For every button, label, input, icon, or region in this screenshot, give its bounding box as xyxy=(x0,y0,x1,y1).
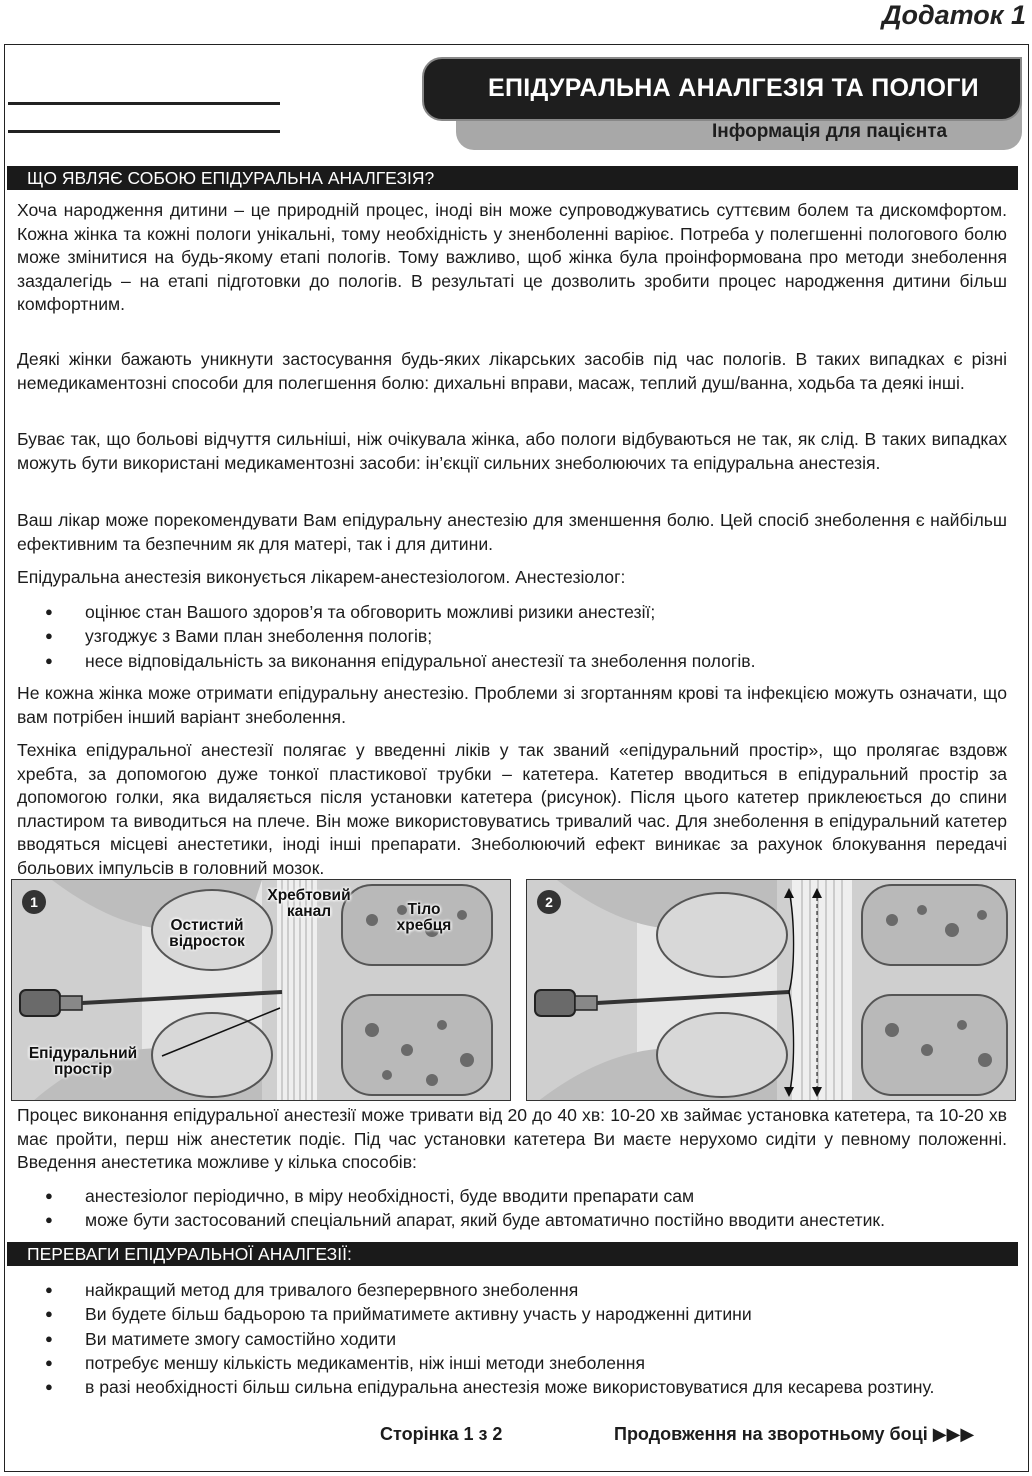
list-item: ● може бути застосований спеціальний апарат, який буде автоматично постійно вводити анестетик. xyxy=(17,1208,1007,1232)
signature-line xyxy=(8,102,280,105)
paragraph: Ваш лікар може порекомендувати Вам епідуральну анестезію для зменшення болю. Цей спосіб знеболення є найбільш ефективним та безпечним як для матері, так і для дитини. xyxy=(17,510,1007,554)
figure-number: 2 xyxy=(537,890,561,914)
list-item: ● оцінює стан Вашого здоров’я та обговорить можливі ризики анестезії; xyxy=(17,600,1007,624)
list-item: ● Ви будете більш бадьорою та прийматимете активну участь у народженні дитини xyxy=(17,1302,1007,1326)
page-number: Сторінка 1 з 2 xyxy=(380,1424,503,1444)
advantages-list xyxy=(17,1278,1007,1399)
page-title: ЕПІДУРАЛЬНА АНАЛГЕЗІЯ ТА ПОЛОГИ xyxy=(488,74,979,102)
list-item: ● анестезіолог періодично, в міру необхідності, буде вводити препарати сам xyxy=(17,1184,1007,1208)
section-heading: ЩО ЯВЛЯЄ СОБОЮ ЕПІДУРАЛЬНА АНАЛГЕЗІЯ? xyxy=(7,166,1018,190)
list-item: ● Ви матимете змогу самостійно ходити xyxy=(17,1327,1007,1351)
continued-note: Продовження на зворотньому боці ▶▶▶ xyxy=(614,1424,975,1444)
addendum-label: Додаток 1 xyxy=(881,0,1026,30)
paragraph: Буває так, що больові відчуття сильніші, ніж очікувала жінка, або пологи відбуваються не так, як слід. В таких випадках можуть бути використані медикаментозні засоби: ін’єкції сильних знеболюючих та епідуральна анестезія. xyxy=(17,429,1007,473)
paragraph: Процес виконання епідуральної анестезії може тривати від 20 до 40 хв: 10-20 хв займає установка катетера, та 10-20 хв має пройти, перш ніж анестетик подіє. Під час установки катетера Ви маєте нерухомо сидіти у певному положенні. Введення анестетика можливе у кілька способів: xyxy=(17,1105,1007,1172)
label-epidural-space: Епідуральний простір xyxy=(28,1045,138,1078)
section-heading: ПЕРЕВАГИ ЕПІДУРАЛЬНОЇ АНАЛГЕЗІЇ: xyxy=(7,1242,1018,1266)
page-subtitle: Інформація для пацієнта xyxy=(712,121,948,142)
anesthesiologist-duties-list xyxy=(17,600,1007,673)
paragraph: Техніка епідуральної анестезії полягає у введенні ліків у так званий «епідуральний простір», що пролягає вздовж хребта, за допомогою дуже тонкої пластикової трубки – катетера. Катетер вводиться в епідуральний простір за допомогою голки, яка видаляється після установки катетера (рисунок). Після цього катетер приклеюється до спини пластиром та виводиться на плече. Він може використовуватись тривалий час. Для знеболення в епідуральний катетер вводяться місцеві анестетики, іноді інші препарати. Знеболюючий ефект виникає за рахунок блокування передачі больових імпульсів в головний мозок. xyxy=(17,740,1007,878)
spine-drawing xyxy=(527,880,1016,1101)
paragraph: Епідуральна анестезія виконується лікарем-анестезіологом. Анестезіолог: xyxy=(17,567,626,587)
paragraph: Хоча народження дитини – це природній процес, іноді він може супроводжуватись суттєвим болем та дискомфортом. Кожна жінка та кожні пологи унікальні, тому необхідність у зненболенні варіює. Потреба у полегшенні пологового болю може змінитися на будь-якому етапі пологів. Тому важливо, щоб жінка була проінформована про методи знеболення заздалегідь – на етапі підготовки до пологів. В результаті це дозволить зробити процес народження дитини більш комфортним. xyxy=(17,200,1007,314)
epidural-illustration-2 xyxy=(526,879,1016,1101)
paragraph: Не кожна жінка може отримати епідуральну анестезію. Проблеми зі згортанням крові та інфекцією можуть означати, що вам потрібен інший варіант знеболення. xyxy=(17,683,1007,727)
signature-line xyxy=(8,130,280,133)
list-item: ● несе відповідальність за виконання епідуральної анестезії та знеболення пологів. xyxy=(17,649,1007,673)
paragraph: Деякі жінки бажають уникнути застосування будь-яких лікарських засобів під час пологів. В таких випадках є різні немедикаментозні способи для полегшення болю: дихальні вправи, масаж, теплий душ/ванна, ходьба та деякі інші. xyxy=(17,349,1007,393)
list-item: ● узгоджує з Вами план знеболення пологів; xyxy=(17,624,1007,648)
list-item: ● в разі необхідності більш сильна епідуральна анестезія може використовуватися для кесарева розтину. xyxy=(17,1375,1007,1399)
label-vertebral-body: Тіло хребця xyxy=(396,901,452,934)
label-spinal-canal: Хребтовий канал xyxy=(267,887,351,920)
list-item: ● найкращий метод для тривалого безперервного знеболення xyxy=(17,1278,1007,1302)
label-spinous-process: Остистий відросток xyxy=(169,917,245,950)
administration-methods-list xyxy=(17,1184,1007,1233)
epidural-illustration-1 xyxy=(11,879,511,1101)
list-item: ● потребує меншу кількість медикаментів, ніж інші методи знеболення xyxy=(17,1351,1007,1375)
figure-number: 1 xyxy=(22,890,46,914)
